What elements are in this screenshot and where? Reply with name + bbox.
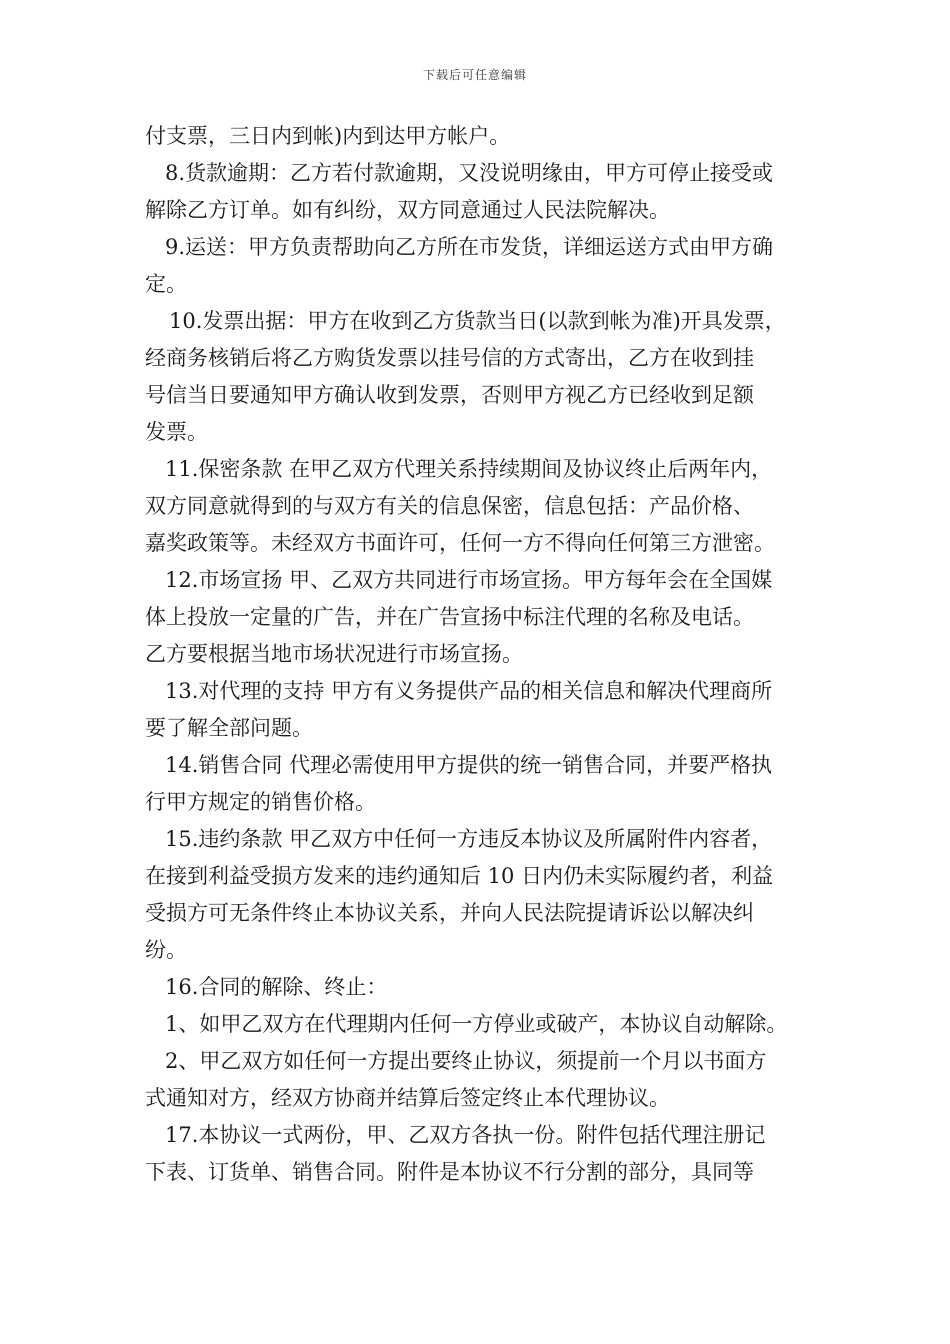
text-line: 乙方要根据当地市场状况进行市场宣扬。 (145, 642, 523, 666)
text-line: 付支票，三日内到帐)内到达甲方帐户。 (145, 124, 511, 148)
text-line: 17.本协议一式两份，甲、乙双方各执一份。附件包括代理注册记 (165, 1123, 766, 1147)
text-line: 式通知对方，经双方协商并结算后签定终止本代理协议。 (145, 1086, 670, 1110)
text-line: 体上投放一定量的广告，并在广告宣扬中标注代理的名称及电话。 (145, 605, 754, 629)
text-line: 2、甲乙双方如任何一方提出要终止协议，须提前一个月以书面方 (165, 1049, 767, 1073)
text-line: 受损方可无条件终止本协议关系，并向人民法院提请诉讼以解决纠 (145, 901, 754, 925)
text-line: 14.销售合同 代理必需使用甲方提供的统一销售合同，并要严格执 (165, 753, 773, 777)
text-line: 11.保密条款 在甲乙双方代理关系持续期间及协议终止后两年内， (165, 457, 773, 481)
document-body (145, 118, 815, 1191)
text-line: 1、如甲乙双方在代理期内任何一方停业或破产，本协议自动解除。 (165, 1012, 788, 1036)
text-line: 13.对代理的支持 甲方有义务提供产品的相关信息和解决代理商所 (165, 679, 773, 703)
text-line: 在接到利益受损方发来的违约通知后 10 日内仍未实际履约者，利益 (145, 864, 774, 888)
text-line: 16.合同的解除、终止： (165, 975, 388, 999)
text-line: 号信当日要通知甲方确认收到发票，否则甲方视乙方已经收到足额 (145, 383, 754, 407)
text-line: 嘉奖政策等。未经双方书面许可，任何一方不得向任何第三方泄密。 (145, 531, 775, 555)
text-line: 12.市场宣扬 甲、乙双方共同进行市场宣扬。甲方每年会在全国媒 (165, 568, 773, 592)
page-header: 下载后可任意编辑 (422, 68, 527, 82)
text-line: 要了解全部问题。 (145, 716, 313, 740)
text-line: 经商务核销后将乙方购货发票以挂号信的方式寄出，乙方在收到挂 (145, 346, 754, 370)
text-line: 10.发票出据：甲方在收到乙方货款当日(以款到帐为准)开具发票， (169, 309, 786, 333)
text-line: 发票。 (145, 420, 208, 444)
text-line: 双方同意就得到的与双方有关的信息保密，信息包括：产品价格、 (145, 494, 754, 518)
text-line: 8.货款逾期：乙方若付款逾期，又没说明缘由，甲方可停止接受或 (165, 161, 774, 185)
text-line: 纷。 (145, 938, 187, 962)
text-line: 定。 (145, 272, 187, 296)
text-line: 行甲方规定的销售价格。 (145, 790, 376, 814)
text-line: 解除乙方订单。如有纠纷，双方同意通过人民法院解决。 (145, 198, 670, 222)
text-line: 下表、订货单、销售合同。附件是本协议不行分割的部分，具同等 (145, 1160, 754, 1184)
text-line: 9.运送：甲方负责帮助向乙方所在市发货，详细运送方式由甲方确 (165, 235, 774, 259)
text-line: 15.违约条款 甲乙双方中任何一方违反本协议及所属附件内容者， (165, 827, 773, 851)
